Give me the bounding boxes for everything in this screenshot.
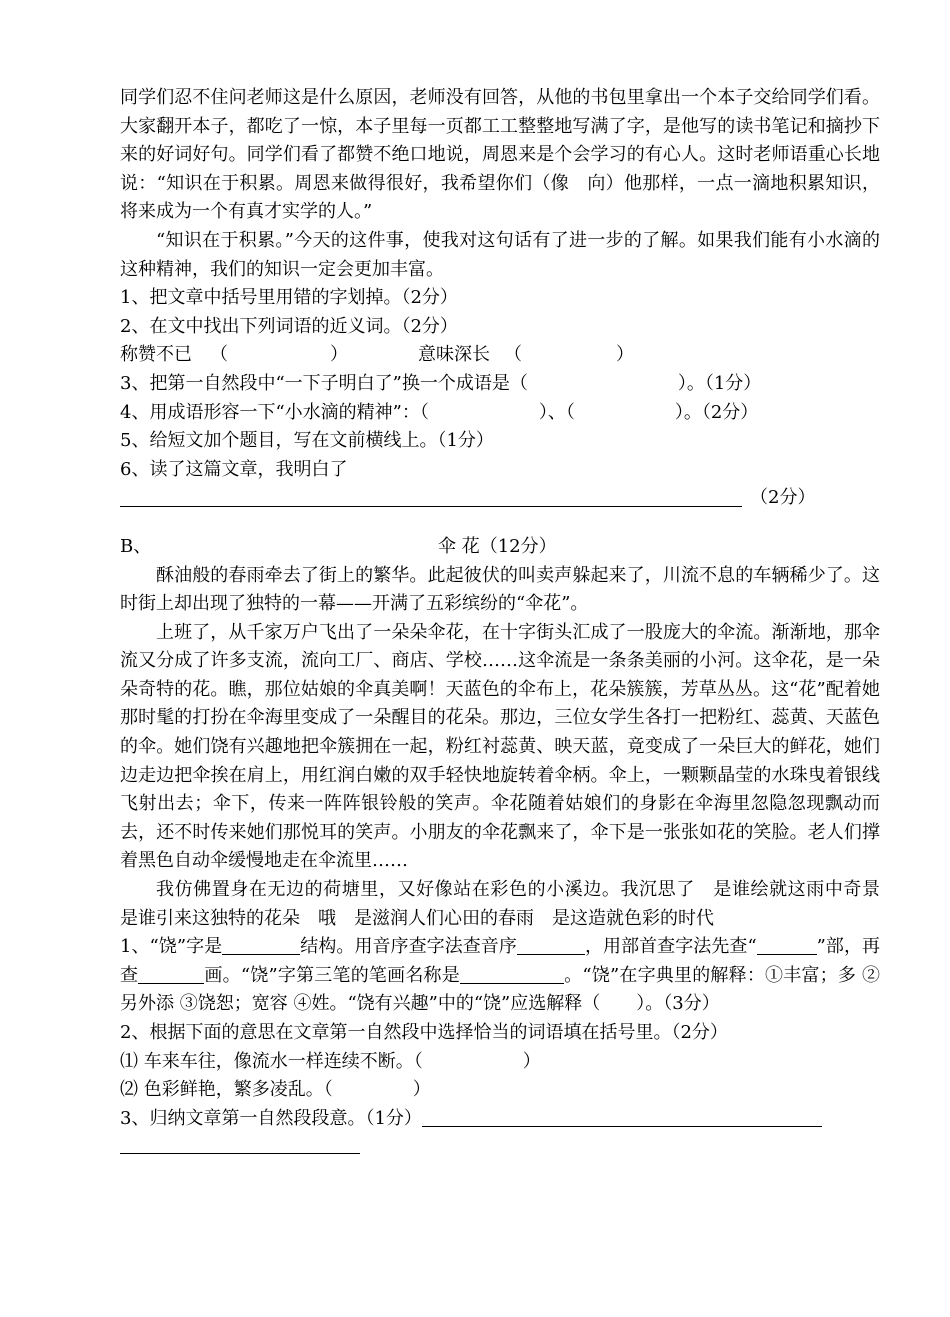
q-b3-text: 3、归纳文章第一自然段段意。（1分）	[120, 1107, 422, 1129]
question-a2: 2、在文中找出下列词语的近义词。（2分）	[120, 315, 458, 337]
q2-answer-open-1: （	[210, 344, 228, 366]
q2-word-1: 称赞不已	[120, 344, 192, 366]
q2-answer-close-2: ）	[616, 344, 634, 366]
exam-page	[120, 84, 898, 1154]
q-b1-part-f: 。“饶”在字典里的解释：①丰富；多 ②另外添 ③饶恕；宽容 ④姓。“饶有兴趣”中的“饶”应选解释（ ）。（3分）	[120, 964, 881, 1015]
q-b3-answer-line-1[interactable]	[422, 1108, 822, 1127]
q-b1-blank-structure[interactable]	[222, 936, 300, 955]
question-a4-text: 4、用成语形容一下“小水滴的精神”：（	[120, 401, 429, 423]
q-b1-part-b: 结构。用音序查字法查音序	[300, 936, 517, 958]
question-a4-mid: ）、（	[538, 401, 575, 423]
question-a6: 6、读了这篇文章，我明白了	[120, 458, 348, 480]
question-b1	[120, 933, 880, 1019]
q-b1-blank-phonetic[interactable]	[517, 936, 585, 955]
passage-b-paragraph-1: 酥油般的春雨牵去了街上的繁华。此起彼伏的叫卖声躲起来了，川流不息的车辆稀少了。这时街上却出现了独特的一幕——开满了五彩缤纷的“伞花”。	[120, 564, 880, 615]
q-b1-part-a: 1、“饶”字是	[120, 936, 223, 958]
passage-a-paragraph-1: 同学们忍不住问老师这是什么原因，老师没有回答，从他的书包里拿出一个本子交给同学们看。大家翻开本子，都吃了一惊，本子里每一页都工工整整地写满了字，是他写的读书笔记和摘抄下来的好词好句。同学们看了都赞不绝口地说，周恩来是个会学习的有心人。这时老师语重心长地说：“知识在于积累。周恩来做得很好，我希望你们（像 向）他那样，一点一滴地积累知识，将来成为一个有真才实学的人。”	[120, 87, 880, 223]
question-a5: 5、给短文加个题目，写在文前横线上。（1分）	[120, 430, 494, 452]
q-b1-blank-stroke-name[interactable]	[460, 965, 564, 984]
q2-word-2: 意味深长	[418, 344, 490, 366]
question-a6-answer-row	[120, 484, 880, 513]
question-b2-item-2	[120, 1076, 880, 1105]
question-a4-end: ）。（2分）	[674, 401, 759, 423]
question-a2-words	[120, 341, 880, 370]
section-b-header	[120, 533, 880, 562]
question-a3	[120, 370, 880, 399]
question-b3	[120, 1105, 880, 1134]
q-b1-part-d: ”部，再查	[120, 936, 881, 986]
question-a3-text: 3、把第一自然段中“一下子明白了”换一个成语是（	[120, 372, 528, 394]
q-b2-1-close: ）	[522, 1050, 541, 1072]
q-b1-blank-radical[interactable]	[757, 936, 817, 955]
section-b-label: B、	[120, 535, 152, 557]
section-b-title: 伞 花（12分）	[438, 535, 557, 557]
question-a4	[120, 399, 880, 428]
q2-answer-open-2: （	[504, 344, 522, 366]
q2-answer-close-1: ）	[330, 344, 348, 366]
q-b1-blank-strokes[interactable]	[138, 965, 204, 984]
q-b1-part-e: 画。“饶”字第三笔的笔画名称是	[204, 964, 460, 986]
question-b2-item-1	[120, 1048, 880, 1077]
question-a3-end: ）。（1分）	[677, 372, 762, 394]
question-a1: 1、把文章中括号里用错的字划掉。（2分）	[120, 287, 458, 309]
passage-b-paragraph-2: 上班了，从千家万户飞出了一朵朵伞花，在十字街头汇成了一股庞大的伞流。渐渐地，那伞流又分成了许多支流，流向工厂、商店、学校……这伞流是一条条美丽的小河。这伞花，是一朵朵奇特的花。瞧，那位姑娘的伞真美啊！天蓝色的伞布上，花朵簇簇，芳草丛丛。这“花”配着她那时髦的打扮在伞海里变成了一朵醒目的花朵。那边，三位女学生各打一把粉红、蕊黄、天蓝色的伞。她们饶有兴趣地把伞簇拥在一起，粉红衬蕊黄、映天蓝，竟变成了一朵巨大的鲜花，她们边走边把伞挨在肩上，用红润白嫩的双手轻快地旋转着伞柄。伞上，一颗颗晶莹的水珠曳着银线飞射出去；伞下，传来一阵阵银铃般的笑声。伞花随着姑娘们的身影在伞海里忽隐忽现飘动而去，还不时传来她们那悦耳的笑声。小朋友的伞花飘来了，伞下是一张张如花的笑脸。老人们撑着黑色自动伞缓慢地走在伞流里……	[120, 621, 880, 872]
q-b2-2-close: ）	[412, 1079, 431, 1101]
passage-b-paragraph-3: 我仿佛置身在无边的荷塘里，又好像站在彩色的小溪边。我沉思了 是谁绘就这雨中奇景 是谁引来这独特的花朵 哦 是滋润人们心田的春雨 是这造就色彩的时代	[120, 879, 898, 929]
passage-a-paragraph-2: “知识在于积累。”今天的这件事，使我对这句话有了进一步的了解。如果我们能有小水滴的这种精神，我们的知识一定会更加丰富。	[120, 229, 880, 280]
question-a6-points: （2分）	[750, 487, 816, 509]
q-b2-2-text: ⑵ 色彩鲜艳，繁多凌乱。（	[120, 1079, 333, 1101]
q6-answer-line[interactable]	[120, 506, 742, 507]
q-b1-part-c: ，用部首查字法先查“	[584, 936, 757, 958]
q-b3-answer-line-2[interactable]	[120, 1133, 360, 1154]
q-b2-1-text: ⑴ 车来车往，像流水一样连续不断。（	[120, 1050, 423, 1072]
question-b2: 2、根据下面的意思在文章第一自然段中选择恰当的词语填在括号里。（2分）	[120, 1022, 728, 1043]
